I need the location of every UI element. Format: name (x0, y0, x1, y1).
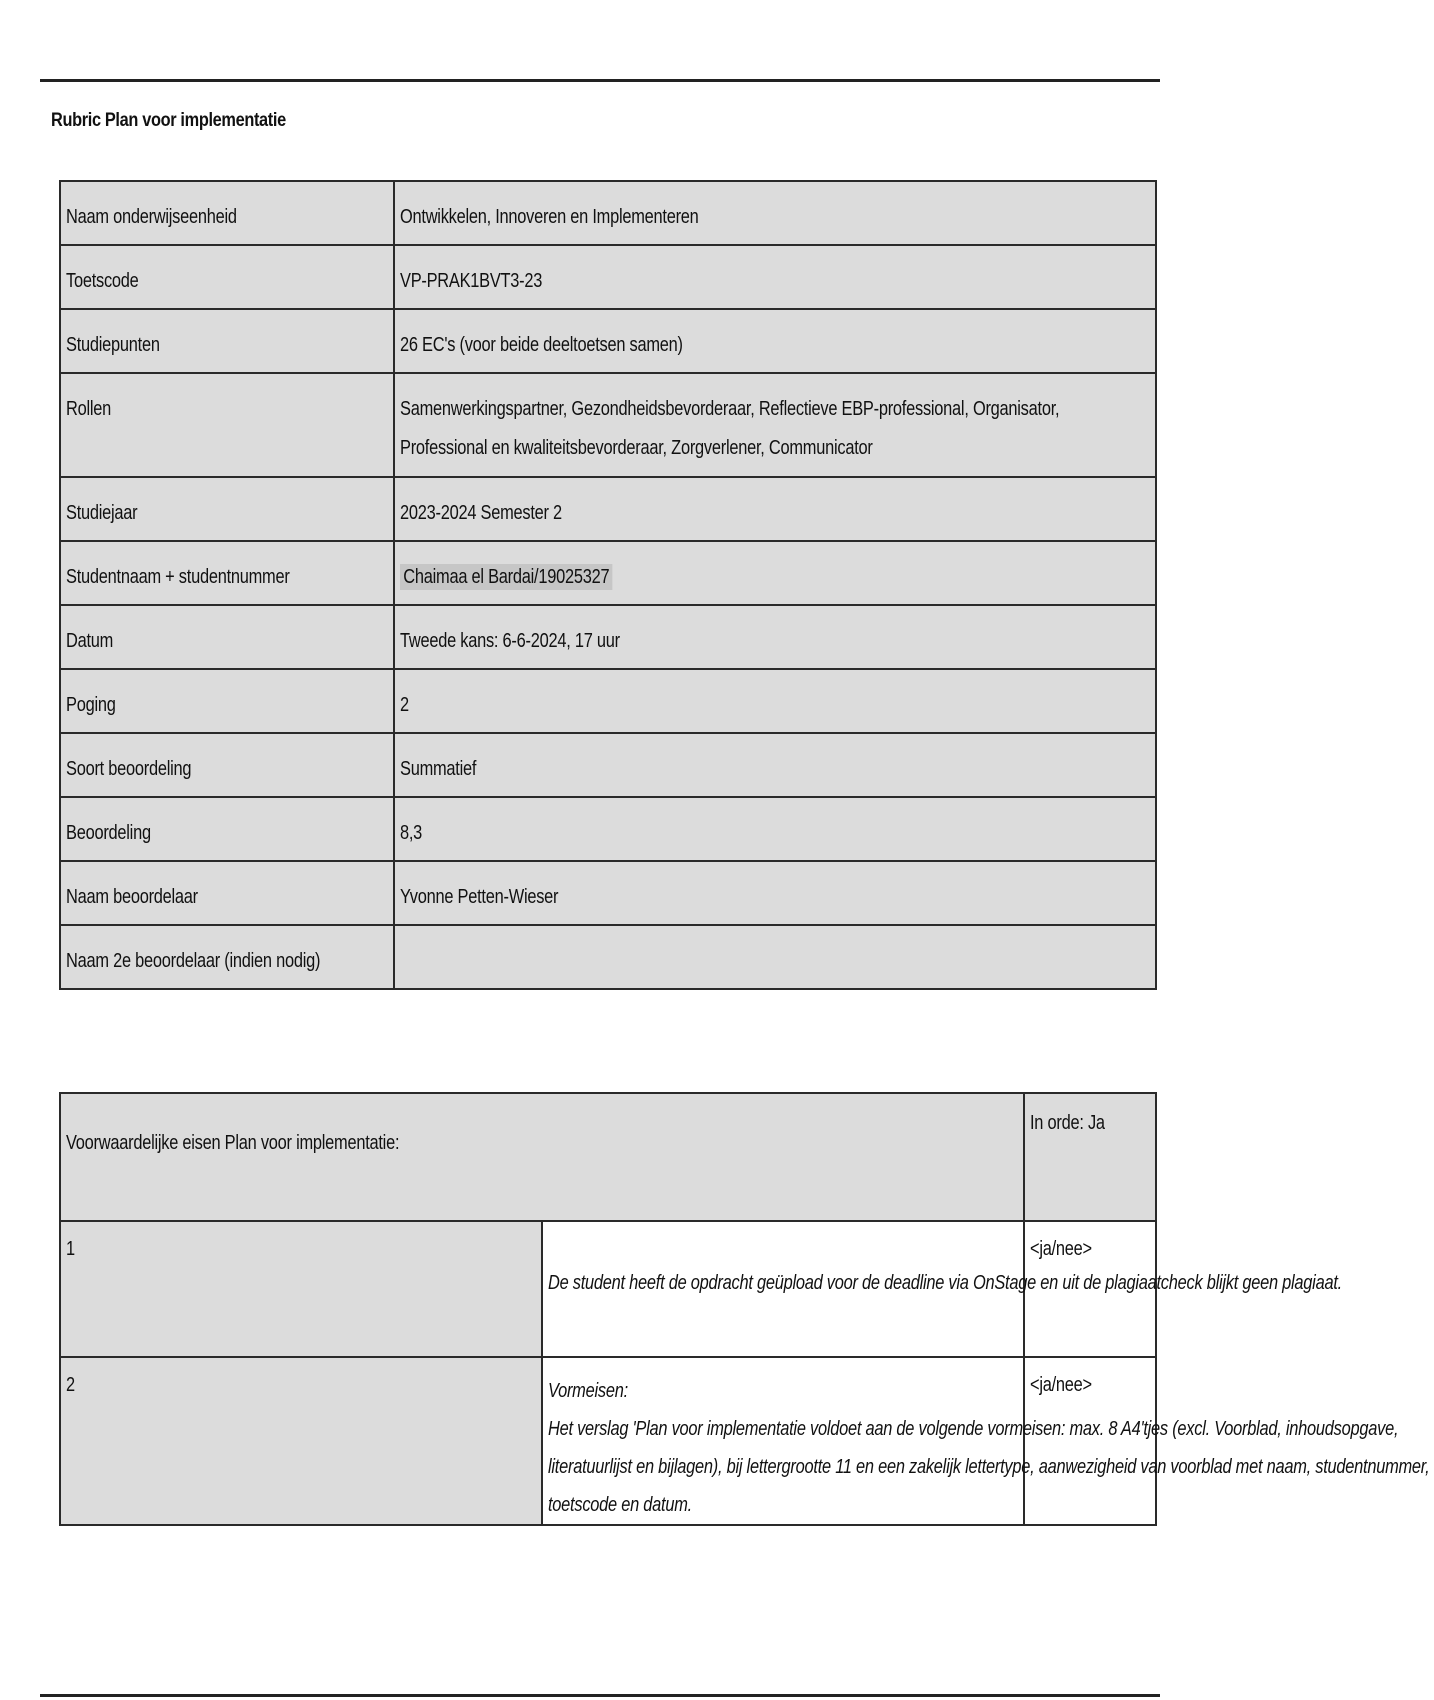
info-table (59, 180, 1157, 990)
row-value (394, 925, 1156, 989)
row-label: Naam onderwijseenheid (60, 181, 394, 245)
highlighted-student-name: Chaimaa el Bardai/19025327 (400, 564, 613, 590)
requirement-text: De student heeft de opdracht geüpload voor de deadline via OnStage en uit de plagiaatcheck blijkt geen plagiaat. (542, 1221, 1024, 1357)
table-row (60, 861, 1156, 925)
table-row (60, 797, 1156, 861)
row-label: Studentnaam + studentnummer (60, 541, 394, 605)
table-row (60, 309, 1156, 373)
row-label: Studiepunten (60, 309, 394, 373)
requirements-table (59, 1092, 1430, 1526)
top-rule (40, 79, 1160, 82)
document-title: Rubric Plan voor implementatie (51, 110, 286, 131)
row-value (394, 541, 1156, 605)
table-row (60, 181, 1156, 245)
table-row (60, 245, 1156, 309)
requirement-body: Het verslag 'Plan voor implementatie voldoet aan de volgende vormeisen: max. 8 A4'tjes (excl. Voorblad, inhoudsopgave, literatuurlijst en bijlagen), bij lettergrootte 11 en een zakelijk lettertype, aanwezigheid van voorblad met naam, studentnummer, toetscode en datum. (548, 1418, 1430, 1516)
row-label: Toetscode (60, 245, 394, 309)
row-value: 2 (394, 669, 1156, 733)
requirement-answer: <ja/nee> (1024, 1221, 1156, 1357)
table-row (60, 477, 1156, 541)
row-label: Beoordeling (60, 797, 394, 861)
row-label: Poging (60, 669, 394, 733)
bottom-rule (40, 1694, 1160, 1697)
table-row (60, 541, 1156, 605)
row-value: Tweede kans: 6-6-2024, 17 uur (394, 605, 1156, 669)
requirement-number: 1 (60, 1221, 542, 1357)
row-value: Yvonne Petten-Wieser (394, 861, 1156, 925)
row-label: Studiejaar (60, 477, 394, 541)
table-row (60, 373, 1156, 477)
row-label: Datum (60, 605, 394, 669)
row-label: Soort beoordeling (60, 733, 394, 797)
table-row (60, 733, 1156, 797)
status-header: In orde: Ja (1024, 1093, 1156, 1221)
table-row (60, 925, 1156, 989)
table-row (60, 669, 1156, 733)
requirements-header-row (60, 1093, 1156, 1221)
requirement-row (60, 1357, 1156, 1525)
row-value: 2023-2024 Semester 2 (394, 477, 1156, 541)
row-label: Naam 2e beoordelaar (indien nodig) (60, 925, 394, 989)
row-value: 8,3 (394, 797, 1156, 861)
table-row (60, 605, 1156, 669)
requirement-title: Vormeisen: (548, 1380, 628, 1402)
row-value: Samenwerkingspartner, Gezondheidsbevorderaar, Reflectieve EBP-professional, Organisator, Professional en kwaliteitsbevorderaar, Zorgverlener, Communicator (394, 373, 1156, 477)
requirements-header: Voorwaardelijke eisen Plan voor implementatie: (60, 1093, 1024, 1221)
row-value: VP-PRAK1BVT3-23 (394, 245, 1156, 309)
requirement-answer: <ja/nee> (1024, 1357, 1156, 1525)
row-value: 26 EC's (voor beide deeltoetsen samen) (394, 309, 1156, 373)
row-label: Rollen (60, 373, 394, 477)
row-value: Summatief (394, 733, 1156, 797)
row-label: Naam beoordelaar (60, 861, 394, 925)
requirement-row (60, 1221, 1156, 1357)
requirement-number: 2 (60, 1357, 542, 1525)
row-value: Ontwikkelen, Innoveren en Implementeren (394, 181, 1156, 245)
